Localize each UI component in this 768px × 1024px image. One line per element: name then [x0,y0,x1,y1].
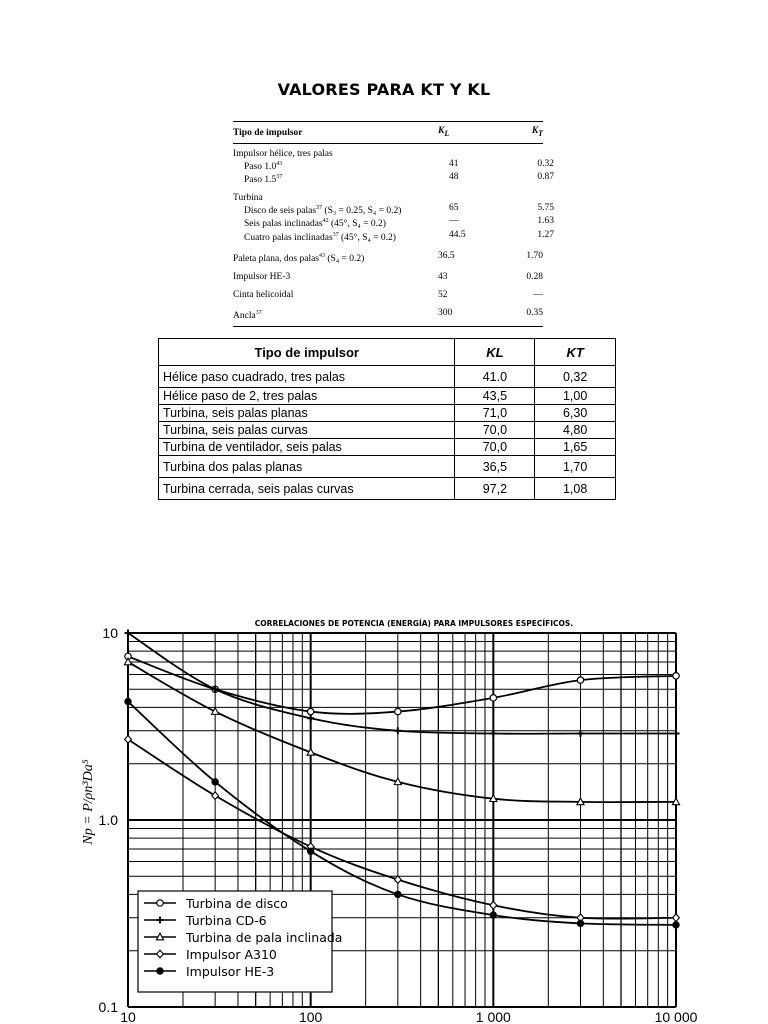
table2-cell-type: Turbina, seis palas planas [159,405,455,422]
table1-cell-type: Cinta helicoidal [233,289,294,300]
table1-cell-kt: 0.87 [537,172,554,183]
data-point [157,900,163,906]
data-point [125,736,132,744]
table1-cell-kl: — [449,216,459,227]
table2-cell-kt: 1,00 [535,388,616,405]
table1-cell-kl: 300 [438,307,453,318]
table2-row [159,405,616,422]
impeller-values-table-book [233,121,554,327]
table1-cell-kl: 44.5 [449,229,466,240]
table1-row [233,290,543,300]
table1-header-kt: $K_T$ [531,126,543,138]
table2-row [159,439,616,456]
table2-cell-type: Hélice paso de 2, tres palas [159,388,455,405]
table2-header-kl: KL [455,339,535,366]
table1-cell-type: Cuatro palas inclinadas$^{37}$ (45°, S₄ = 0.2) [244,231,396,243]
table2-cell-kl: 97,2 [455,478,535,500]
table1-row [233,203,554,217]
chart-title: CORRELACIONES DE POTENCIA (ENERGÍA) PARA IMPULSORES ESPECÍFICOS. [254,619,574,628]
data-point [394,876,401,884]
table1-cell-kt: 1.70 [526,250,543,261]
data-point [157,968,163,974]
table1-cell-type: Disco de seis palas$^{37}$ (S₃ = 0.25, S₄ = 0.2) [244,205,402,217]
table1-cell-kt: 0.32 [537,159,554,169]
table1-row [233,229,554,243]
table2-cell-kt: 1,65 [535,439,616,456]
x-tick-label: 100 [298,1009,323,1024]
data-point [212,779,218,785]
table2-row [159,366,616,388]
y-tick-label: 0.1 [98,999,118,1015]
table1-cell-kl: 36.5 [438,250,455,261]
table2-cell-type: Turbina, seis palas curvas [159,422,455,439]
table1-cell-type: Paleta plana, dos palas$^{43}$ (S₄ = 0.2) [233,252,365,264]
table2-row [159,478,616,500]
table2-cell-kt: 1,70 [535,456,616,478]
table2-cell-kt: 4,80 [535,422,616,439]
table2-row [159,422,616,439]
table2-cell-kt: 6,30 [535,405,616,422]
data-point [673,673,679,679]
x-tick-label: 10 [120,1009,136,1024]
document-title: VALORES PARA KT Y KL [277,80,491,99]
table2-header-kt: KT [535,339,616,366]
table1-cell-kt: 1.63 [537,216,554,227]
table1-row [233,159,554,173]
data-point [673,914,680,922]
table1-header-kl: $K_L$ [438,126,450,138]
table1-group-label: Impulsor hélice, tres palas [233,149,333,159]
table1-cell-kl: 52 [438,289,448,300]
table2-row [159,456,616,478]
table2-cell-kt: 0,32 [535,366,616,388]
table2-cell-kt: 1,08 [535,478,616,500]
table1-cell-kt: 0.28 [526,271,543,282]
table2-cell-type: Hélice paso cuadrado, tres palas [159,366,455,388]
table1-cell-type: Paso $1.5^{37}$ [244,174,283,186]
x-tick-label: 10 000 [654,1009,698,1024]
series-line [128,662,676,802]
data-point [395,708,401,714]
table1-cell-type: Impulsor HE-3 [233,271,291,282]
table2-cell-kl: 70,0 [455,422,535,439]
data-point [307,708,313,714]
table1-cell-kl: 65 [449,203,459,214]
table1-cell-kl: 48 [449,172,459,183]
data-point [577,920,583,926]
y-axis-label: Np = P/ρn³Da⁵ [81,759,96,845]
data-point [490,912,496,918]
table1-cell-kt: 1.27 [537,229,554,240]
table1-row [233,172,554,186]
table2-cell-kl: 41.0 [455,366,535,388]
table2-cell-kl: 43,5 [455,388,535,405]
table1-row [233,308,543,321]
table1-body [233,144,554,326]
data-point [394,727,401,734]
table1-row [233,272,543,282]
table1-group-label: Turbina [233,193,263,204]
legend-item-label: Turbina de disco [186,896,288,911]
table2-cell-type: Turbina cerrada, seis palas curvas [159,478,455,500]
data-point [673,922,679,928]
table1-row [233,216,554,230]
table2-cell-kl: 71,0 [455,405,535,422]
table2-cell-kl: 36,5 [455,456,535,478]
table1-cell-kt: — [533,289,543,300]
table1-cell-kt: 5.75 [537,203,554,214]
table2-header-row [159,339,616,366]
data-point [307,848,313,854]
table1-row [233,251,543,264]
legend-item-label: Turbina CD-6 [186,913,267,928]
data-point [490,695,496,701]
table1-cell-kt: 0.35 [526,307,543,318]
legend-item-label: Impulsor A310 [186,947,277,962]
table1-cell-type: Ancla$^{37}$ [233,309,262,322]
impeller-values-table [158,338,616,500]
x-tick-label: 1 000 [475,1009,511,1024]
series-line [128,633,676,734]
table2-cell-kl: 70,0 [455,439,535,456]
table1-cell-type: Paso $1.0^{43}$ [244,161,283,173]
table1-cell-kl: 41 [449,159,459,169]
legend-item-label: Turbina de pala inclinada [186,930,343,945]
data-point [125,698,131,704]
data-point [577,677,583,683]
data-point [490,901,497,909]
table1-cell-kl: 43 [438,271,448,282]
table2-row [159,388,616,405]
table1-header [233,122,543,144]
table2-cell-type: Turbina de ventilador, seis palas [159,439,455,456]
data-point [307,715,314,722]
y-tick-label: 10 [102,625,118,641]
table2-header-type: Tipo de impulsor [159,339,455,366]
data-point [212,792,219,800]
y-tick-label: 1.0 [98,812,118,828]
table1-cell-type: Seis palas inclinadas$^{42}$ (45°, S₄ = 0.2) [244,218,386,230]
series-line [128,656,676,713]
power-correlation-chart [0,610,768,1024]
table2-cell-type: Turbina dos palas planas [159,456,455,478]
data-point [395,891,401,897]
table1-header-type: Tipo de impulsor [233,127,303,138]
legend-item-label: Impulsor HE-3 [186,964,275,979]
